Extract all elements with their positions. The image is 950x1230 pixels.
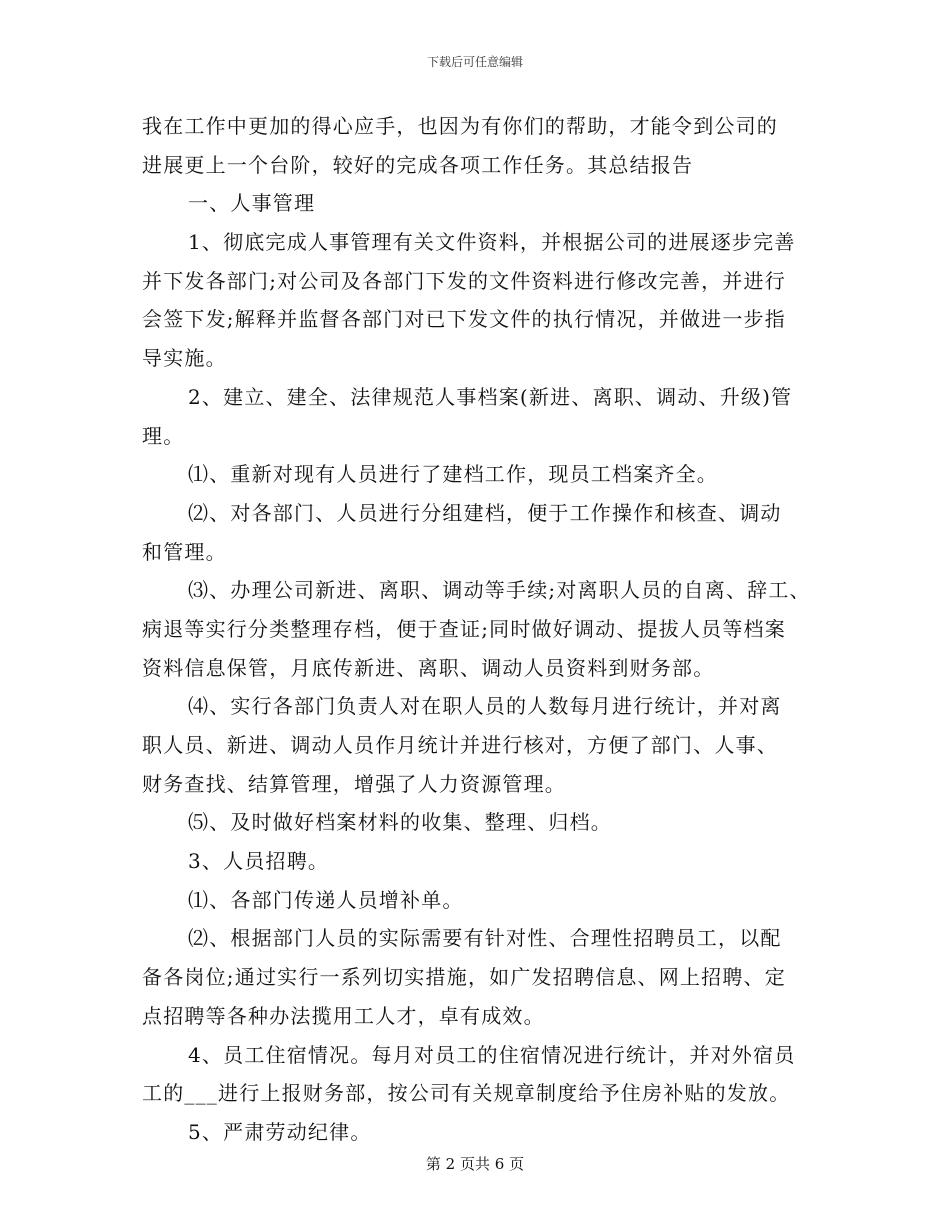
text-line: 1、彻底完成人事管理有关文件资料，并根据公司的进展逐步完善 <box>188 230 796 255</box>
text-line: ⑸、及时做好档案材料的收集、整理、归档。 <box>188 810 612 835</box>
text-line: 导实施。 <box>142 346 227 371</box>
text-line: ⑵、对各部门、人员进行分组建档，便于工作操作和核查、调动 <box>188 500 782 525</box>
text-line: ⑵、根据部门人员的实际需要有针对性、合理性招聘员工，以配 <box>188 926 782 951</box>
text-line: 5、严肃劳动纪律。 <box>188 1119 372 1144</box>
text-line: 备各岗位;通过实行一系列切实措施，如广发招聘信息、网上招聘、定 <box>142 965 786 990</box>
text-line: 理。 <box>142 423 185 448</box>
text-line: 点招聘等各种办法揽用工人才，卓有成效。 <box>142 1003 545 1028</box>
document-body <box>142 107 822 1152</box>
text-line: 会签下发;解释并监督各部门对已下发文件的执行情况，并做进一步指 <box>142 307 786 332</box>
page-header: 下载后可任意编辑 <box>426 55 523 69</box>
text-line: 职人员、新进、调动人员作月统计并进行核对，方便了部门、人事、 <box>142 733 778 757</box>
text-line: 我在工作中更加的得心应手，也因为有你们的帮助，才能令到公司的 <box>142 114 778 138</box>
text-line: 并下发各部门;对公司及各部门下发的文件资料进行修改完善，并进行 <box>142 268 786 293</box>
text-line: 财务查找、结算管理，增强了人力资源管理。 <box>142 771 566 796</box>
text-line: 进展更上一个台阶，较好的完成各项工作任务。其总结报告 <box>142 152 694 177</box>
text-line: 工的___进行上报财务部，按公司有关规章制度给予住房补贴的发放。 <box>142 1081 791 1106</box>
text-line: ⑷、实行各部门负责人对在职人员的人数每月进行统计，并对离 <box>188 694 782 719</box>
text-line: 资料信息保管，月底传新进、离职、调动人员资料到财务部。 <box>142 655 715 680</box>
text-line: ⑶、办理公司新进、离职、调动等手续;对离职人员的自离、辞工、 <box>188 578 811 603</box>
text-line: 2、建立、建全、法律规范人事档案(新进、离职、调动、升级)管 <box>188 384 793 409</box>
text-line: 一、人事管理 <box>188 191 316 216</box>
text-line: 3、人员招聘。 <box>188 849 330 874</box>
text-line: ⑴、重新对现有人员进行了建档工作，现员工档案齐全。 <box>188 462 718 487</box>
text-line: 和管理。 <box>142 539 227 564</box>
text-line: 病退等实行分类整理存档，便于查证;同时做好调动、提拔人员等档案 <box>142 616 786 641</box>
page-footer: 第 2 页共 6 页 <box>425 1155 525 1173</box>
text-line: 4、员工住宿情况。每月对员工的住宿情况进行统计，并对外宿员 <box>188 1042 796 1067</box>
text-line: ⑴、各部门传递人员增补单。 <box>188 887 464 912</box>
